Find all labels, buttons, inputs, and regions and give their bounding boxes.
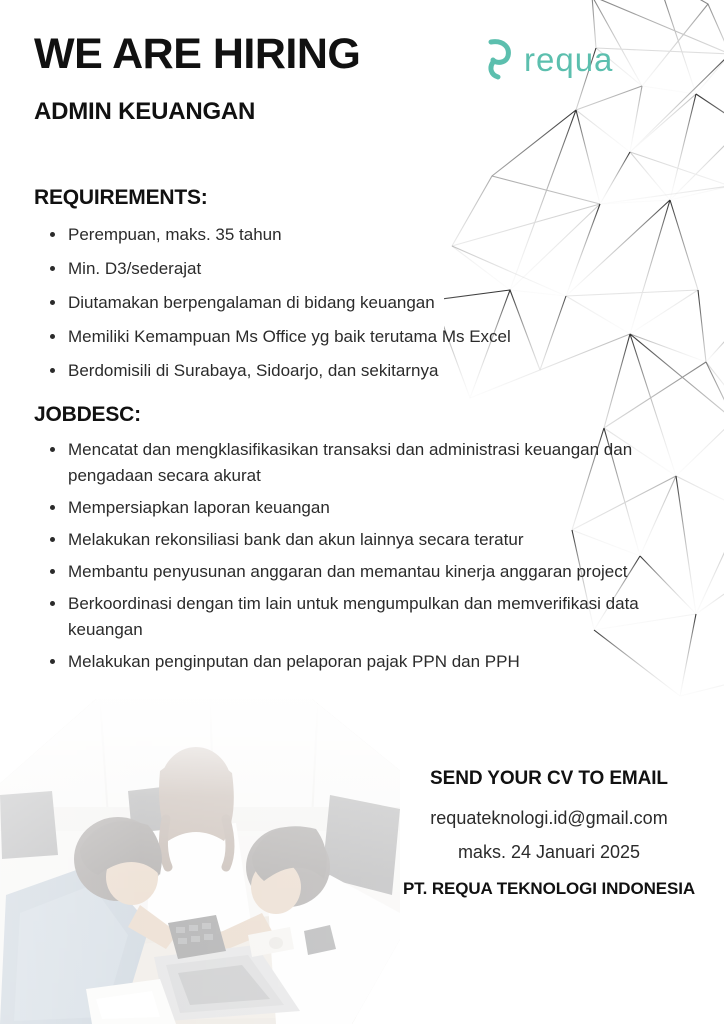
list-item: Berkoordinasi dengan tim lain untuk mengumpulkan dan memverifikasi data keuangan	[50, 591, 710, 643]
page-title: WE ARE HIRING	[34, 30, 361, 78]
brand-logo	[484, 38, 613, 80]
list-item: Mencatat dan mengklasifikasikan transaksi dan administrasi keuangan dan pengadaan secara akurat	[50, 437, 710, 489]
application-deadline: maks. 24 Januari 2025	[457, 842, 641, 862]
contact-heading: SEND YOUR CV TO EMAIL	[430, 768, 668, 789]
list-item: Memiliki Kemampuan Ms Office yg baik terutama Ms Excel	[50, 324, 610, 350]
company-name: PT. REQUA TEKNOLOGI INDONESIA	[402, 879, 696, 898]
requirements-heading: REQUIREMENTS:	[34, 186, 208, 209]
list-item: Perempuan, maks. 35 tahun	[50, 222, 610, 248]
job-position-title: ADMIN KEUANGAN	[34, 98, 256, 125]
team-photo	[0, 699, 400, 1024]
jobdesc-heading: JOBDESC:	[34, 403, 141, 426]
list-item: Melakukan penginputan dan pelaporan pajak PPN dan PPH	[50, 649, 710, 675]
requa-arc-icon	[484, 38, 514, 80]
list-item: Melakukan rekonsiliasi bank dan akun lainnya secara teratur	[50, 527, 710, 553]
list-item: Mempersiapkan laporan keuangan	[50, 495, 710, 521]
jobdesc-list	[30, 437, 710, 681]
requirements-list	[30, 222, 610, 392]
list-item: Diutamakan berpengalaman di bidang keuangan	[50, 290, 610, 316]
photo-fade-overlay	[0, 699, 400, 1024]
contact-block	[384, 768, 714, 899]
contact-email[interactable]: requateknologi.id@gmail.com	[430, 808, 668, 828]
list-item: Berdomisili di Surabaya, Sidoarjo, dan sekitarnya	[50, 358, 610, 384]
list-item: Membantu penyusunan anggaran dan memantau kinerja anggaran project	[50, 559, 710, 585]
brand-name: requa	[524, 40, 614, 78]
list-item: Min. D3/sederajat	[50, 256, 610, 282]
